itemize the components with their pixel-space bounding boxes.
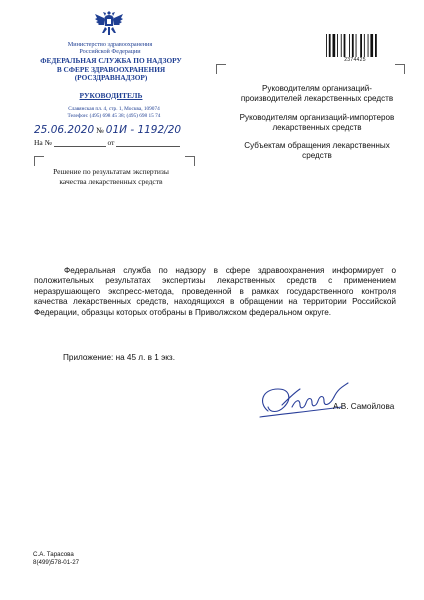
on-label: На № [34, 138, 52, 147]
subject-line: Решение по результатам экспертизы [53, 167, 169, 176]
agency-name [32, 57, 190, 83]
ministry-line: Министерство здравоохранения [67, 41, 153, 48]
subject-corner-mark [185, 156, 195, 166]
registration-date: 25.06.2020 [34, 124, 95, 136]
emblem-icon [93, 8, 125, 38]
letterhead-role: РУКОВОДИТЕЛЬ [79, 91, 143, 100]
address-line: Славянская пл. 4, стр. 1, Москва, 109074 [68, 106, 160, 112]
subject-line: качества лекарственных средств [59, 177, 163, 186]
signer-name: А.В. Самойлова [333, 402, 395, 411]
agency-address [34, 106, 194, 121]
recipient: Руководителям организаций-производителей лекарственных средств [240, 84, 394, 104]
address-corner-mark [216, 64, 226, 74]
recipients-block [237, 84, 397, 170]
attachment-note: Приложение: на 45 л. в 1 экз. [63, 353, 175, 362]
agency-line: ФЕДЕРАЛЬНАЯ СЛУЖБА ПО НАДЗОРУ [40, 56, 182, 65]
executor-phone: 8(499)578-01-27 [33, 559, 80, 567]
letter-subject [36, 167, 186, 187]
handwritten-signature-icon [252, 377, 356, 421]
agency-line: (РОСЗДРАВНАДЗОР) [74, 73, 148, 83]
agency-line: В СФЕРЕ ЗДРАВООХРАНЕНИЯ [56, 64, 166, 74]
recipient: Руководителям организаций-импортеров лекарственных средств [239, 112, 395, 132]
barcode-number: 2374425 [344, 57, 366, 63]
executor-block [33, 551, 79, 568]
registration-line [34, 124, 181, 136]
barcode-icon [326, 34, 378, 57]
ministry-name [40, 41, 180, 55]
ministry-line: Российской Федерации [79, 48, 141, 56]
executor-name: С.А. Тарасова [33, 551, 74, 558]
address-line: Телефон: (495) 698 45 38; (495) 698 15 74 [67, 113, 161, 120]
reference-line [34, 138, 180, 147]
recipient: Субъектам обращения лекарственных средств [244, 141, 390, 161]
on-number-blank [54, 138, 106, 147]
number-label: № [96, 126, 104, 135]
letter-body: Федеральная служба по надзору в сфере здравоохранения информирует о положительных результатах экспертизы лекарственных средств с применением неразрушающего экспресс-метода, проведенной в рамках государственного контроля качества лекарственных средств, находящихся в обращении на территории Российской Федерации, образцы которых отобраны в Приволжском федеральном округе. [34, 266, 396, 317]
from-date-blank [116, 138, 180, 147]
registration-number: 01И - 1192/20 [105, 124, 182, 136]
from-label: от [107, 138, 115, 147]
subject-corner-mark [34, 156, 44, 166]
address-corner-mark [395, 64, 405, 74]
